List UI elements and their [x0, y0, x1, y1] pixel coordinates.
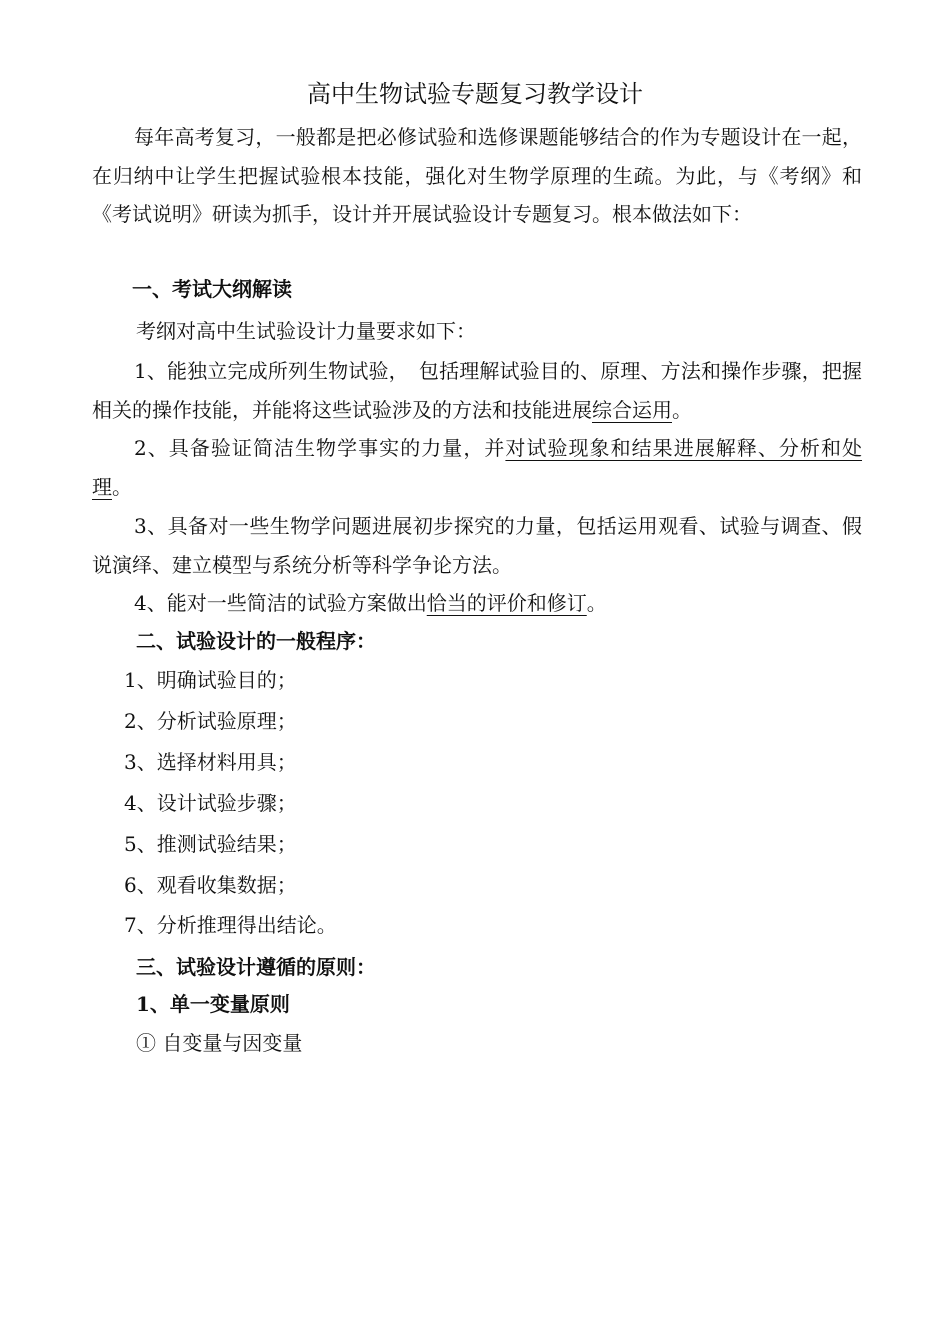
step-item: 7、分析推理得出结论。 [124, 913, 337, 937]
section3-sub-item: ① 自变量与因变量 [136, 1031, 303, 1055]
section1-lead: 考纲对高中生试验设计力量要求如下： [136, 319, 476, 343]
step-item: 2、分析试验原理； [124, 709, 297, 733]
item4-underlined-text: 恰当的评价和修订 [426, 591, 587, 615]
section3-heading: 三、试验设计遵循的原则： [136, 955, 376, 979]
intro-paragraph: 每年高考复习，一般都是把必修试验和选修课题能够结合的作为专题设计在一起，在归纳中让学生把握试验根本技能，强化对生物学原理的生疏。为此，与《考纲》和《考试说明》研读为抓手，设计并开展试验设计专题复习。根本做法如下： [92, 125, 862, 226]
section1-item4 [92, 584, 862, 623]
document-title: 高中生物试验专题复习教学设计 [307, 80, 643, 108]
section3-subheading: 1、单一变量原则 [136, 992, 290, 1016]
section1-heading: 一、考试大纲解读 [132, 277, 292, 301]
section1-item1 [92, 352, 862, 429]
item4-text: 4、能对一些简洁的试验方案做出 [134, 591, 427, 615]
item2-end: 。 [112, 474, 132, 499]
step-item: 1、明确试验目的； [124, 668, 297, 692]
section1-item3: 3、具备对一些生物学问题进展初步探究的力量，包括运用观看、试验与调查、假说演绎、建立模型与系统分析等科学争论方法。 [92, 514, 862, 577]
item1-underlined-text: 综合运用 [592, 397, 672, 422]
section1-item2 [92, 429, 862, 506]
step-item: 5、推测试验结果； [124, 832, 297, 856]
item2-text: 2、具备验证简洁生物学事实的力量，并 [134, 436, 506, 460]
step-item: 6、观看收集数据； [124, 873, 297, 897]
step-item: 4、设计试验步骤； [124, 791, 297, 815]
item1-end: 。 [672, 397, 692, 422]
item1-text: 1、能独立完成所列生物试验， 包括理解试验目的、原理、方法和操作步骤，把握相关的操作技能，并能将这些试验涉及的方法和技能进展 [92, 359, 862, 422]
item4-end: 。 [586, 591, 607, 615]
item2-underlined-text: 对试验现象和结果进展解释、分析和处理 [92, 436, 863, 499]
step-item: 3、选择材料用具； [124, 750, 297, 774]
section2-heading: 二、试验设计的一般程序： [136, 629, 376, 653]
